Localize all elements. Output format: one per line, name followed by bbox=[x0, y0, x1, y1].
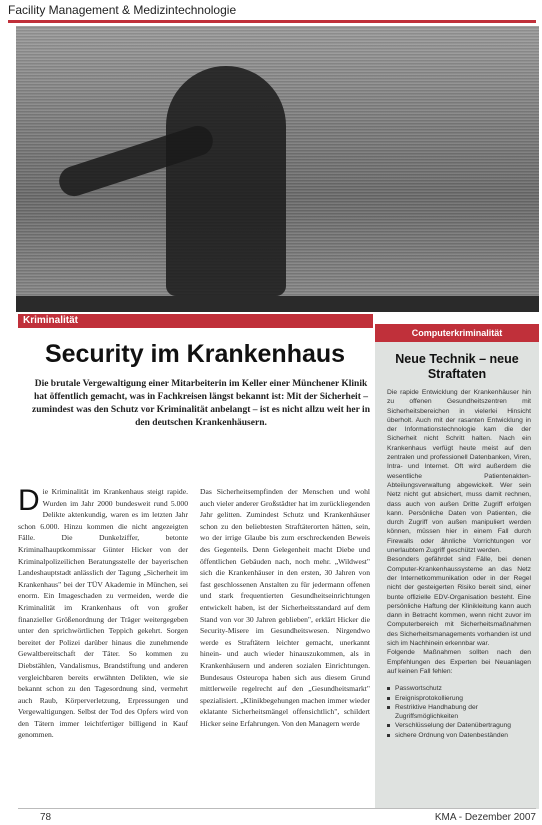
bullet-item: Ereignisprotokollierung bbox=[387, 694, 529, 703]
article-headline: Security im Krankenhaus bbox=[44, 340, 346, 368]
column-2-text: Das Sicherheitsempfinden der Menschen und wohl auch vieler anderer Großstädter hat im zurückliegenden Jahr gelitten. Zumindest Schutz und Krankenhäuser schon zu den beliebtesten Straftäterorten hätten, sein, wo der irrige Glaube bis zum erschreckenden Beweis des Gegenteils. Denn Gelegenheit macht Diebe und öffentlichen Gebäuden nach, noch mehr. „Wildwest" sich die Krankenhäuser in den ersten, 30 Jahren von fast geschlossenen Anstalten zu für jedermann offenen und stark frequentierten Gesundheitseinrichtungen entwickelt haben, ist der Sicherheitsstandard auf dem Stand von vor 30 Jahren geblieben", erklärt Hicker die Security-Misere im Gesundheitswesen. Nirgendwo werde es Straftätern leichter gemacht, unerkannt hinein- und auch wieder hinauszukommen, als in Krankenhäusern und anderen sozialen Einrichtungen. Bundesaus Osteuropa haben sich aus diesem Grund mittlerweile regelrecht auf den „Gesundheitsmarkt" spezialisiert. „Klinikbegehungen machen immer wieder eklatante Sicherheitsmängel offensichtlich", schildert Hicker seine Erfahrungen. Von den Managern werde bbox=[200, 487, 370, 728]
sidebar-body bbox=[387, 388, 531, 676]
sidebar-paragraph: Besonders gefährdet sind Fälle, bei denen Computer-Krankenhaussysteme an das Netz der Internetkommunikation oder in der Regel nicht der gesteigerten Risiko bereit sind, einer bunte offizielle EDV-Organisation besteht. Eine persönliche Haftung der Klinikleitung kann auch dann in Betracht kommen, wenn nicht zuvor im Computerbereich mit Sicherheitsmaßnahmen des Sicherheitsmanagements vorhanden ist und sich im Nachhinein erkennbar war. bbox=[387, 556, 531, 648]
sidebar-paragraph: Folgende Maßnahmen sollten nach den Empfehlungen des Experten bei Neuanlagen auf keinen Fall fehlen: bbox=[387, 649, 531, 675]
photo-bottom-strip bbox=[16, 296, 539, 312]
header-rule bbox=[8, 20, 536, 23]
article-lead: Die brutale Vergewaltigung einer Mitarbeiterin im Keller einer Münchener Klinik hat öffentlich gemacht, was in Fachkreisen längst bekannt ist: Mit der Sicherheit – zumindest was den Schutz vor Kriminalität anbelangt – ist es nicht allzu weit her in den deutschen Krankenhäusern. bbox=[32, 379, 370, 428]
sidebar-bullet-list bbox=[387, 684, 529, 740]
article-column-2 bbox=[200, 486, 370, 794]
article-column-1 bbox=[18, 486, 188, 794]
photo-shadow-figure bbox=[166, 66, 286, 296]
bullet-item: Passwortschutz bbox=[387, 684, 529, 693]
section-tag: Kriminalität bbox=[18, 314, 373, 328]
drop-cap: D bbox=[18, 486, 40, 517]
column-1-text: ie Kriminalität im Krankenhaus steigt rapide. Wurden im Jahr 2000 bundesweit rund 5.000 Delikte aktenkundig, waren es im letzten Jahr schon 6.000. Hinzu kommen die nicht angezeigten Fälle. Die Dunkelziffer, betonte Kriminalhauptkommissar Günter Hicker von der Kriminalpolizeilichen Beratungsstelle der bayerischen Landeshauptstadt anlässlich der Tagung „Sicherheit im Krankenhaus" bei der TÜV Akademie in München, sei enorm. Ein Imageschaden zu vermeiden, werde die Kriminalität im Krankenhaus oft von großer finanzieller Größenordnung der Träger weitergegeben unter den sprichwörtlichen Teppich gekehrt. Sorgen bereitet der Polizei darüber hinaus die zunehmende Gewaltbereitschaft der Täter. So kommen zu Diebstählen, Vandalismus, Brandstiftung und anderen vergleichbaren bereits erwähnten Delikten, wie sie bekannt schon zu den Tagesordnung sind, vermehrt auch Raub, Körperverletzung, Erpressungen und Vergewaltigungen. Selbst der Tod des Opfers wird von den Tätern immer leichtfertiger billigend in Kauf genommen. bbox=[18, 487, 188, 740]
sidebar-box bbox=[375, 324, 539, 809]
footer-rule bbox=[18, 808, 536, 809]
page-number: 78 bbox=[40, 812, 52, 823]
article-photo bbox=[16, 26, 539, 312]
sidebar-title: Neue Technik – neue Straftaten bbox=[395, 352, 519, 381]
sidebar-tag: Computerkriminalität bbox=[375, 324, 539, 342]
bullet-item: Restriktive Handhabung der Zugriffsmöglichkeiten bbox=[387, 703, 529, 722]
sidebar-paragraph: Die rapide Entwicklung der Krankenhäuser hin zu offenen Gesundheitszentren mit Sicherheitsbereichen in vielerlei Hinsicht überholt. Auch mit der rasanten Entwicklung in der Informationstechnologie kam die der Sicherheit nicht Schritt halten. Nach ein Krankenhaus verfügt heute meist auf den zentralen und professionell Datenbanken, Viren, Intra- und Internet. Oft wird außerdem die wesentliche Patientenakten-Abteilungsverwaltung abgewickelt. Wer sein Netz nicht gut absichert, muss damit rechnen, dass auch von außen Dritte Zugriff erfolgen kann. Persönliche Daten von Patienten, die durch Zugriff von außen manipuliert werden können, müssen hier in einem Fall durch Firewalls oder ähnliche Vorrichtungen vor unerlaubtem Zugriff geschützt werden. bbox=[387, 389, 531, 555]
running-header: Facility Management & Medizintechnologie bbox=[8, 3, 237, 17]
bullet-item: Verschlüsselung der Datenübertragung bbox=[387, 721, 529, 730]
bullet-item: sichere Ordnung von Datenbeständen bbox=[387, 731, 529, 740]
issue-label: KMA - Dezember 2007 bbox=[434, 812, 536, 823]
